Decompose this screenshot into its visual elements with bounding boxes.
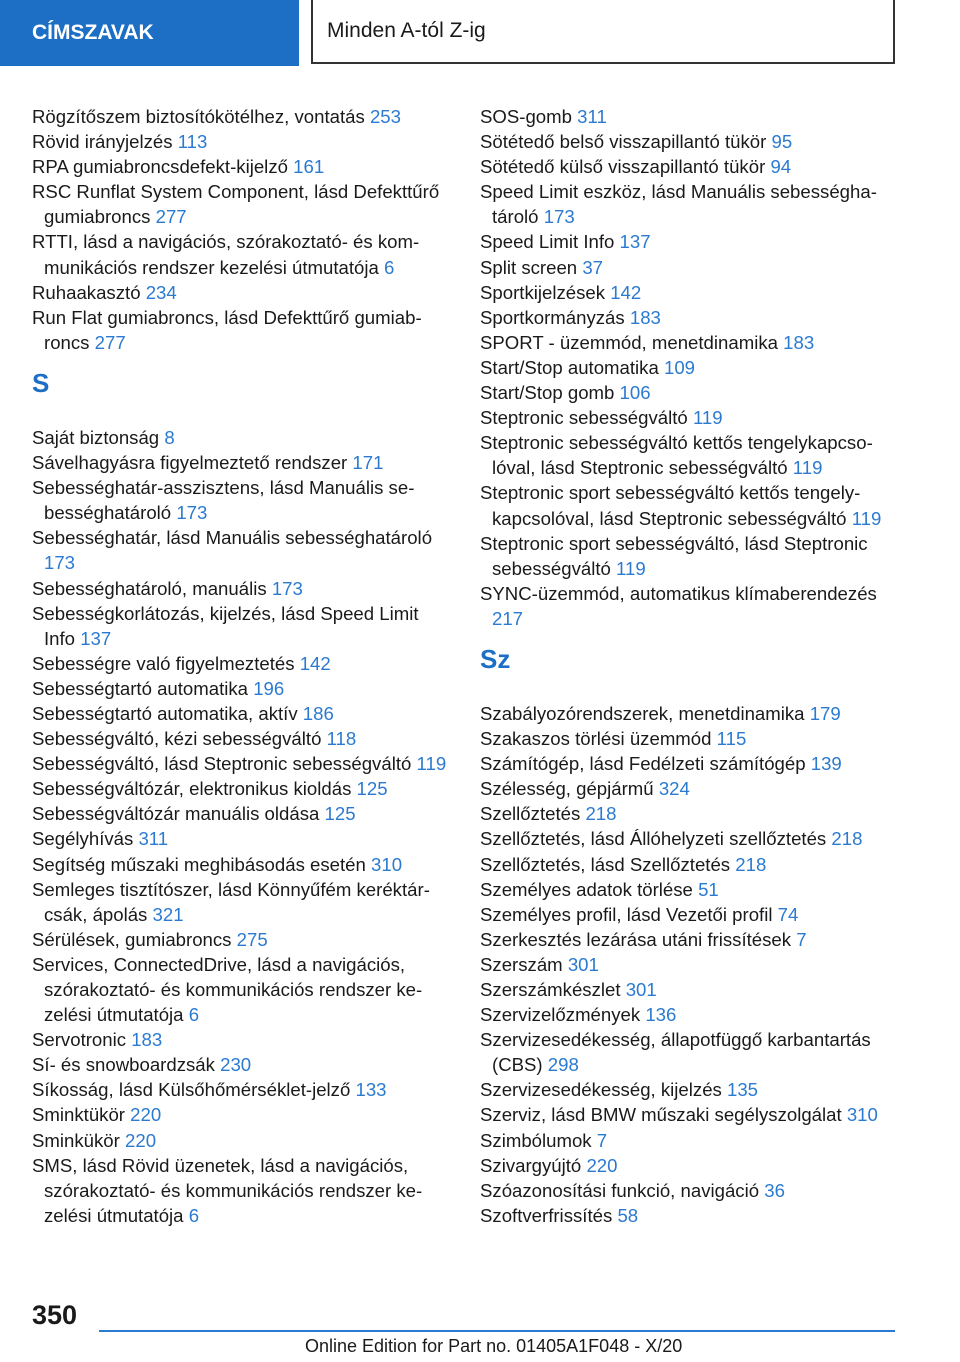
entry-text: Steptronic sebességváltó [480, 407, 688, 429]
page-link[interactable]: 7 [596, 1129, 608, 1151]
page-link[interactable]: 37 [582, 256, 604, 278]
page-link[interactable]: 301 [625, 979, 657, 1000]
entry-text: Szivargyújtó [480, 1154, 582, 1176]
index-entry [480, 776, 900, 801]
index-entry [32, 154, 452, 179]
index-entry [32, 952, 452, 1027]
page-title: Minden A-tól Z-ig [311, 0, 895, 64]
entry-text: Szervizesedékesség, kijelzés [480, 1079, 722, 1101]
index-entry [480, 531, 900, 581]
page-link[interactable]: 119 [416, 753, 447, 775]
entry-text: Saját biztonság [32, 426, 160, 448]
entry-text: Sminkükör [32, 1129, 120, 1151]
entry-text: RTTI, lásd a navigációs, szórakoztató- és kommunikációs rendszer kezelési útmutatója [32, 231, 420, 278]
page-link[interactable]: 6 [188, 1204, 200, 1226]
index-entry [480, 355, 900, 380]
entry-text: Sávelhagyásra figyelmeztető rendszer [32, 452, 348, 474]
entry-text: Szerkesztés lezárása utáni frissítések [480, 928, 792, 950]
entry-text: Sebességváltózár manuális oldása [32, 803, 320, 825]
entry-text: Sportkormányzás [480, 306, 625, 328]
entry-text: Segítség műszaki meghibásodás esetén [32, 853, 366, 875]
entry-text: Run Flat gumiabroncs, lásd Defekttűrő gumiabroncs [32, 306, 422, 353]
index-entry [480, 952, 900, 977]
page-link[interactable]: 230 [220, 1054, 252, 1076]
entry-text: Személyes adatok törlése [480, 878, 693, 900]
index-entry [32, 1153, 452, 1228]
page-link[interactable]: 298 [547, 1054, 579, 1076]
index-entry [480, 751, 900, 776]
entry-text: Sebességtartó automatika [32, 677, 249, 699]
page-link[interactable]: 7 [796, 928, 807, 950]
page-link[interactable]: 277 [155, 206, 187, 228]
entry-text: Semleges tisztítószer, lásd Könnyűfém keréktárcsák, ápolás [32, 878, 430, 925]
entry-text: Segélyhívás [32, 828, 134, 850]
entry-text: Sérülések, gumiabroncs [32, 928, 232, 950]
index-entry [480, 927, 900, 952]
page-link[interactable]: 220 [586, 1154, 618, 1176]
index-entry [32, 852, 452, 877]
page-link[interactable]: 137 [80, 627, 112, 649]
page-link[interactable]: 113 [177, 131, 208, 153]
page-link[interactable]: 171 [352, 452, 384, 474]
page-link[interactable]: 183 [629, 306, 661, 328]
page-link[interactable]: 220 [125, 1129, 157, 1151]
entry-text: RPA gumiabroncsdefekt-kijelző [32, 156, 288, 178]
entry-text: Sötétedő külső visszapillantó tükör [480, 156, 766, 178]
index-entry [480, 1002, 900, 1027]
index-column-right [480, 104, 900, 1228]
index-entry [32, 1102, 452, 1127]
page-link[interactable]: 142 [299, 652, 331, 674]
entry-text: Split screen [480, 256, 578, 278]
index-entry [32, 104, 452, 129]
index-entry [32, 576, 452, 601]
index-entry [32, 877, 452, 927]
page-link[interactable]: 125 [356, 778, 388, 800]
index-entry [480, 1077, 900, 1102]
entry-text: Szakaszos törlési üzemmód [480, 728, 712, 750]
page-link[interactable]: 173 [271, 577, 303, 599]
index-entry [32, 1052, 452, 1077]
page-link[interactable]: 321 [152, 903, 184, 925]
page-link[interactable]: 218 [831, 828, 863, 850]
page-link[interactable]: 161 [293, 156, 325, 178]
page-link[interactable]: 118 [326, 728, 357, 750]
page-link[interactable]: 119 [692, 407, 723, 429]
entry-text: Szellőztetés [480, 803, 581, 825]
index-entry [480, 380, 900, 405]
entry-text: Sí- és snowboardzsák [32, 1054, 215, 1076]
page-link[interactable]: 139 [810, 753, 842, 775]
index-entry [480, 154, 900, 179]
index-entry [480, 405, 900, 430]
entry-text: Services, ConnectedDrive, lásd a navigációs, szórakoztató- és kommunikációs rendszer kezelési útmutatója [32, 953, 423, 1026]
index-entry [480, 480, 900, 530]
index-entry [480, 1102, 900, 1127]
entry-text: Rövid irányjelzés [32, 131, 173, 153]
index-entry [480, 229, 900, 254]
entry-text: Szervizelőzmények [480, 1004, 641, 1026]
index-entry [480, 581, 900, 631]
page-link[interactable]: 183 [783, 331, 815, 353]
index-entry [480, 852, 900, 877]
entry-text: Szoftverfrissítés [480, 1204, 613, 1226]
entry-text: Számítógép, lásd Fedélzeti számítógép [480, 753, 806, 775]
entry-text: Rögzítőszem biztosítókötélhez, vontatás [32, 106, 365, 127]
entry-text: Sminktükör [32, 1104, 125, 1126]
entry-text: Szellőztetés, lásd Állóhelyzeti szellőztetés [480, 828, 827, 850]
index-entry [480, 826, 900, 851]
entry-text: Személyes profil, lásd Vezetői profil [480, 903, 773, 925]
page-link[interactable]: 109 [663, 356, 696, 378]
page-link[interactable]: 125 [324, 803, 356, 825]
section-letter-s: S [32, 367, 50, 398]
page-link[interactable]: 94 [770, 156, 792, 178]
entry-text: Ruhaakasztó [32, 281, 141, 303]
index-entry [32, 129, 452, 154]
index-entry [32, 751, 452, 776]
footer-divider [99, 1330, 895, 1332]
page-link[interactable]: 8 [164, 426, 175, 448]
entry-text: Szerszám [480, 953, 563, 975]
entry-text: Sebességhatár-asszisztens, lásd Manuális sebességhatároló [32, 477, 415, 524]
entry-text: SOS-gomb [480, 106, 572, 127]
index-entry [480, 255, 900, 280]
index-entry [32, 475, 452, 525]
page-link[interactable]: 301 [567, 953, 599, 975]
page-link[interactable]: 253 [369, 106, 401, 127]
index-entry [32, 927, 452, 952]
page-link[interactable]: 324 [658, 778, 690, 800]
entry-text: Szélesség, gépjármű [480, 778, 654, 800]
entry-text: Steptronic sebességváltó kettős tengelykapcsolóval, lásd Steptronic sebességváltó [480, 432, 873, 479]
index-entry [480, 179, 900, 229]
index-entry [32, 229, 452, 279]
entry-text: Sebességváltó, kézi sebességváltó [32, 728, 322, 750]
entry-text: Steptronic sport sebességváltó, lásd Steptronic sebességváltó [480, 532, 868, 579]
page-link[interactable]: 234 [145, 281, 177, 303]
entry-text: Szerviz, lásd BMW műszaki segélyszolgálat [480, 1104, 842, 1126]
page-link[interactable]: 58 [617, 1204, 639, 1226]
entry-text: Szellőztetés, lásd Szellőztetés [480, 853, 731, 875]
page-link[interactable]: 218 [585, 803, 617, 825]
page-link[interactable]: 311 [138, 828, 169, 850]
page-link[interactable]: 186 [302, 702, 334, 724]
index-entry [32, 425, 452, 450]
index-entry [32, 280, 452, 305]
page-link[interactable]: 275 [236, 928, 268, 950]
index-entry [32, 801, 452, 826]
page-link[interactable]: 196 [253, 677, 285, 699]
index-entry [32, 826, 452, 851]
page-link[interactable]: 310 [846, 1104, 878, 1126]
page-link[interactable]: 137 [619, 231, 651, 253]
entry-text: Start/Stop automatika [480, 356, 659, 378]
page-link[interactable]: 133 [355, 1079, 387, 1101]
entry-text: Sebességtartó automatika, aktív [32, 702, 298, 724]
entry-text: SPORT - üzemmód, menetdinamika [480, 331, 778, 353]
page-link[interactable]: 74 [777, 903, 799, 925]
index-entry [32, 1027, 452, 1052]
entry-text: Sebességre való figyelmeztetés [32, 652, 295, 674]
page-link[interactable]: 173 [176, 502, 208, 524]
entry-text: RSC Runflat System Component, lásd Defekttűrő gumiabroncs [32, 181, 440, 228]
index-entry [32, 525, 452, 575]
page-link[interactable]: 183 [131, 1029, 163, 1051]
entry-text: Sebességváltózár, elektronikus kioldás [32, 778, 352, 800]
page-number: 350 [32, 1300, 78, 1330]
index-entry [480, 305, 900, 330]
page-link[interactable]: 311 [577, 106, 607, 127]
index-entry [32, 676, 452, 701]
index-entry [480, 1128, 900, 1153]
index-entry [32, 450, 452, 475]
entry-text: Szóazonosítási funkció, navigáció [480, 1179, 760, 1201]
index-entry [480, 902, 900, 927]
index-entry [480, 701, 900, 726]
section-tab: CÍMSZAVAK [0, 0, 299, 66]
entry-text: Start/Stop gomb [480, 382, 615, 404]
index-entry [480, 1178, 900, 1203]
index-entry [32, 776, 452, 801]
section-letter-sz: Sz [480, 643, 511, 674]
entry-text: Szimbólumok [480, 1129, 592, 1151]
entry-text: Speed Limit eszköz, lásd Manuális sebességhatároló [480, 181, 877, 228]
index-entry [480, 1153, 900, 1178]
index-entry [32, 1077, 452, 1102]
index-entry [480, 977, 900, 1002]
index-entry [32, 305, 452, 355]
footer-edition: Online Edition for Part no. 01405A1F048 - X/20 [305, 1336, 683, 1356]
index-column-left [32, 104, 452, 1228]
entry-text: Szervizesedékesség, állapotfüggő karbantartás (CBS) [480, 1029, 871, 1076]
page-link[interactable]: 310 [371, 853, 403, 875]
page-link[interactable]: 36 [764, 1179, 785, 1201]
index-entry [480, 430, 900, 480]
index-entry [32, 179, 452, 229]
index-entry [480, 1203, 900, 1228]
index-entry [480, 801, 900, 826]
index-entry [32, 726, 452, 751]
page-link[interactable]: 218 [735, 853, 767, 875]
page-link[interactable]: 106 [619, 382, 651, 404]
page-link[interactable]: 173 [44, 552, 76, 574]
index-entry [480, 330, 900, 355]
page-link[interactable]: 136 [645, 1004, 677, 1026]
page-link[interactable]: 119 [851, 507, 882, 529]
entry-text: Sportkijelzések [480, 281, 606, 303]
index-entry [32, 651, 452, 676]
page-link[interactable]: 51 [698, 878, 719, 900]
entry-text: Szerszámkészlet [480, 979, 621, 1000]
index-entry [480, 104, 900, 129]
page-link[interactable]: 220 [130, 1104, 162, 1126]
entry-text: Sebességkorlátozás, kijelzés, lásd Speed Limit Info [32, 602, 419, 649]
page-link[interactable]: 95 [771, 131, 793, 153]
entry-text: Steptronic sport sebességváltó kettős tengelykapcsolóval, lásd Steptronic sebességváltó [480, 482, 861, 529]
entry-text: Síkosság, lásd Külsőhőmérséklet-jelző [32, 1079, 351, 1101]
page-link[interactable]: 277 [94, 331, 126, 353]
index-entry [32, 701, 452, 726]
page-link[interactable]: 173 [543, 206, 575, 228]
entry-text: Sebességváltó, lásd Steptronic sebességváltó [32, 753, 412, 775]
index-entry [32, 1128, 452, 1153]
page-link[interactable]: 6 [188, 1004, 200, 1026]
entry-text: Sebességhatároló, manuális [32, 577, 267, 599]
index-entry [480, 1027, 900, 1077]
index-entry [480, 877, 900, 902]
page-link[interactable]: 217 [492, 607, 524, 629]
page-link[interactable]: 6 [384, 256, 395, 278]
entry-text: Sötétedő belső visszapillantó tükör [480, 131, 767, 153]
index-entry [480, 280, 900, 305]
page-link[interactable]: 119 [616, 557, 646, 579]
index-entry [32, 601, 452, 651]
page-link[interactable]: 142 [610, 281, 642, 303]
page-link[interactable]: 135 [727, 1079, 759, 1101]
entry-text: SMS, lásd Rövid üzenetek, lásd a navigációs, szórakoztató- és kommunikációs rendszer kezelési útmutatója [32, 1154, 423, 1226]
entry-text: Servotronic [32, 1029, 127, 1051]
entry-text: Speed Limit Info [480, 231, 615, 253]
page-link[interactable]: 119 [792, 457, 823, 479]
page-link[interactable]: 115 [716, 728, 747, 750]
index-entry [480, 129, 900, 154]
page-link[interactable]: 179 [809, 702, 841, 724]
entry-text: Szabályozórendszerek, menetdinamika [480, 702, 805, 724]
entry-text: Sebességhatár, lásd Manuális sebességhatároló [32, 527, 433, 549]
entry-text: SYNC-üzemmód, automatikus klímaberendezés [480, 582, 877, 604]
index-entry [480, 726, 900, 751]
